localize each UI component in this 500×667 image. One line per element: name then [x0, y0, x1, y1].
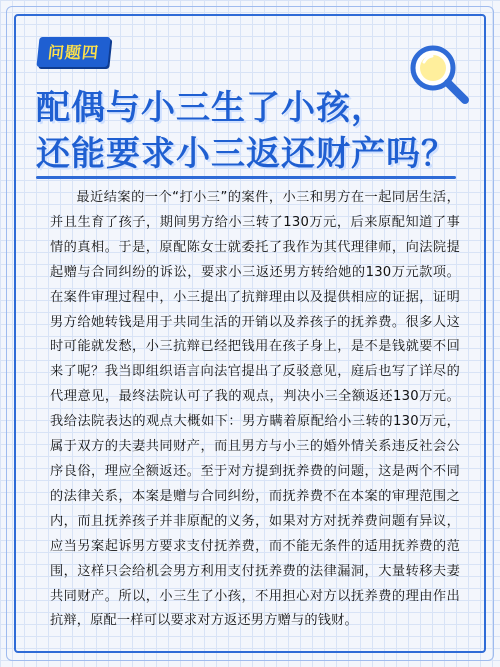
article-body: 最近结案的一个“打小三”的案件，小三和男方在一起同居生活，并且生育了孩子，期间男方给小三转了130万元，后来原配知道了事情的真相。于是，原配陈女士就委托了我作为其代理律师，向法院提起赠与合同纠纷的诉讼，要求小三返还男方转给她的130万元款项。在案件审理过程中，小三提出了抗辩理由以及提供相应的证据，证明男方给她转钱是用于共同生活的开销以及养孩子的抚养费。很多人这时可能就发愁，小三抗辩已经把钱用在孩子身上，是不是钱就要不回来了呢？我当即组织语言向法官提出了反驳意见，庭后也写了详尽的代理意见，最终法院认可了我的观点，判决小三全额返还130万元。我给法院表达的观点大概如下：男方瞒着原配给小三转的130万元，属于双方的夫妻共同财产，而且男方与小三的婚外情关系违反社会公序良俗，理应全额返还。至于对方提到抚养费的问题，这是两个不同的法律关系，本案是赠与合同纠纷，而抚养费不在本案的审理范围之内，而且抚养孩子并非原配的义务，如果对方对抚养费问题有异议，应当另案起诉男方要求支付抚养费，而不能无条件的适用抚养费的范围，这样只会给机会男方利用支付抚养费的法律漏洞，大量转移夫妻共同财产。所以，小三生了小孩，不用担心对方以抚养费的理由作出抗辩，原配一样可以要求对方返还男方赠与的钱财。 [50, 190, 460, 629]
question-tag: 问题四 [36, 37, 110, 67]
page-title-line-2: 还能要求小三返还财产吗？ [36, 134, 456, 174]
title-underline [36, 176, 456, 179]
page-title-line-1: 配偶与小三生了小孩， [36, 88, 386, 128]
